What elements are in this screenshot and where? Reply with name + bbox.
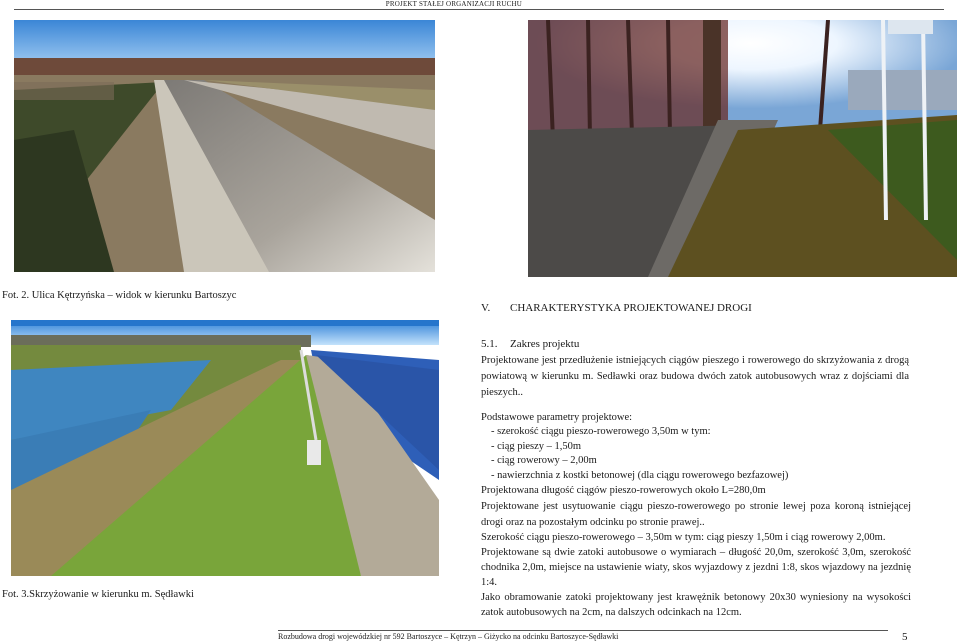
footer-rule xyxy=(278,630,888,631)
page-header: PROJEKT STAŁEJ ORGANIZACJI RUCHU xyxy=(385,0,522,8)
paragraph-width: Szerokość ciągu pieszo-rowerowego – 3,50m w tym: ciąg pieszy 1,50m i ciąg rowerowy 2,00m. xyxy=(481,532,886,544)
section-heading-number: V. xyxy=(481,302,491,314)
photo-intersection-sedlawki xyxy=(11,320,439,576)
paragraph-location: Projektowane jest usytuowanie ciągu pieszo-rowerowego po stronie lewej poza koroną istniejącej drogi oraz na pozostałym odcinku po stronie prawej.. xyxy=(481,501,911,529)
page-footer: Rozbudowa drogi wojewódzkiej nr 592 Bartoszyce – Kętrzyn – Giżycko na odcinku Bartoszyce-Sędławki xyxy=(278,632,619,641)
paragraph-curb: Jako obramowanie zatoki projektowany jest krawężnik betonowy 20x30 wyniesiony na wysokości zatok autobusowych na 2cm, na dalszych odcinkach na 12cm. xyxy=(481,592,911,619)
page-number: 5 xyxy=(902,631,908,643)
header-rule xyxy=(14,9,944,10)
section-heading-title: CHARAKTERYSTYKA PROJEKTOWANEJ DROGI xyxy=(510,302,752,314)
param-item: - ciąg pieszy – 1,50m xyxy=(491,440,582,452)
paragraph-length: Projektowana długość ciągów pieszo-rowerowych około L=280,0m xyxy=(481,485,766,497)
parameters-title: Podstawowe parametry projektowe: xyxy=(481,412,633,423)
caption-fot-3: Fot. 3.Skrzyżowanie w kierunku m. Sędławki xyxy=(2,589,194,600)
subsection-number: 5.1. xyxy=(481,338,498,350)
subsection-title: Zakres projektu xyxy=(510,338,580,350)
param-item: - szerokość ciągu pieszo-rowerowego 3,50m w tym: xyxy=(491,426,711,438)
caption-fot-2: Fot. 2. Ulica Kętrzyńska – widok w kierunku Bartoszyc xyxy=(2,290,237,301)
param-item: - ciąg rowerowy – 2,00m xyxy=(491,455,597,467)
photo-road-trees xyxy=(528,20,957,277)
paragraph-bus-bays: Projektowane są dwie zatoki autobusowe o wymiarach – długość 20,0m, szerokość 3,0m, szerokość chodnika 2,0m, miejsce na ustawienie wiaty, skos wyjazdowy z jezdni 1:8, skos wjazdowy na jezdnię 1:4. xyxy=(481,547,911,589)
param-item: - nawierzchnia z kostki betonowej (dla ciągu rowerowego bezfazowej) xyxy=(491,469,789,481)
intro-paragraph: Projektowane jest przedłużenie istniejących ciągów pieszego i rowerowego do skrzyżowania z drogą powiatową w kierunku m. Sedławki oraz budowa dwóch zatok autobusowych wraz z dojściami dla pieszych.. xyxy=(481,355,909,398)
photo-road-bartoszyce xyxy=(14,20,435,272)
parameters-block xyxy=(481,411,911,620)
